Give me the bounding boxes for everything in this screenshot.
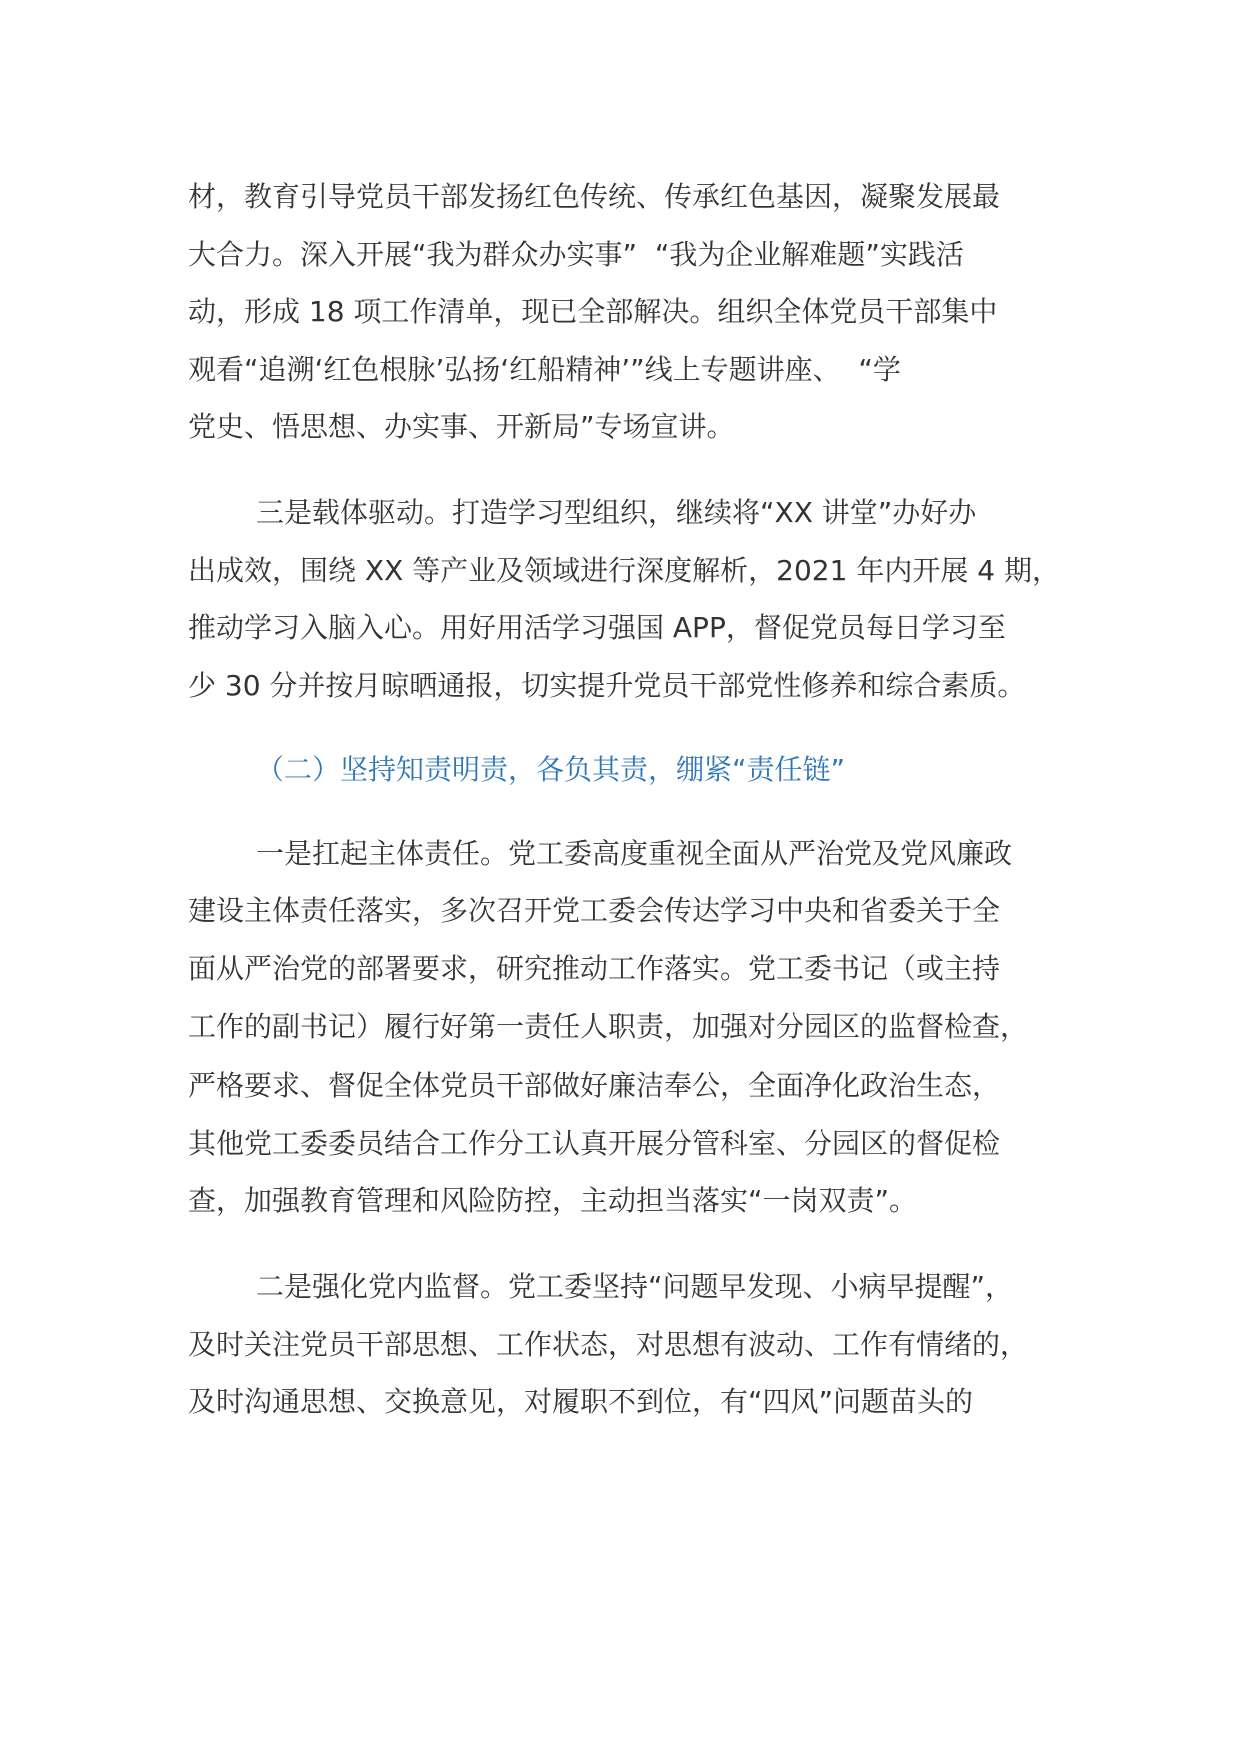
- paragraph-first-line: 一是扛起主体责任。党工委高度重视全面从严治党及党风廉政: [256, 837, 1013, 870]
- paragraph-line: 党史、悟思想、办实事、开新局”专场宣讲。: [188, 410, 735, 443]
- paragraph-first-line: 二是强化党内监督。党工委坚持“问题早发现、小病早提醒”，: [256, 1270, 1014, 1303]
- paragraph-line: 查，加强教育管理和风险防控，主动担当落实“一岗双责”。: [188, 1184, 918, 1217]
- paragraph-line: 推动学习入脑入心。用好用活学习强国 APP，督促党员每日学习至: [188, 611, 1006, 644]
- paragraph-line: 面从严治党的部署要求，研究推动工作落实。党工委书记（或主持: [188, 952, 1001, 985]
- paragraph-line: 少 30 分并按月晾晒通报，切实提升党员干部党性修养和综合素质。: [188, 669, 1026, 702]
- section-heading: （二）坚持知责明责，各负其责，绷紧“责任链”: [256, 753, 846, 786]
- paragraph-line: 工作的副书记）履行好第一责任人职责，加强对分园区的监督检查，: [188, 1010, 1029, 1043]
- paragraph-line: 其他党工委委员结合工作分工认真开展分管科室、分园区的督促检: [188, 1127, 1001, 1160]
- paragraph-line: 严格要求、督促全体党员干部做好廉洁奉公，全面净化政治生态，: [188, 1069, 1001, 1102]
- paragraph-line: 大合力。深入开展“我为群众办实事” “我为企业解难题”实践活: [188, 238, 964, 271]
- paragraph-line: 动，形成 18 项工作清单，现已全部解决。组织全体党员干部集中: [188, 295, 998, 328]
- paragraph-first-line: 三是载体驱动。打造学习型组织，继续将“XX 讲堂”办好办: [256, 496, 977, 529]
- paragraph-line: 及时沟通思想、交换意见，对履职不到位，有“四风”问题苗头的: [188, 1385, 974, 1418]
- paragraph-line: 建设主体责任落实，多次召开党工委会传达学习中央和省委关于全: [188, 894, 1001, 927]
- paragraph-line: 及时关注党员干部思想、工作状态，对思想有波动、工作有情绪的，: [188, 1328, 1029, 1361]
- paragraph-line: 观看“追溯‘红色根脉’弘扬‘红船精神’”线上专题讲座、 “学: [188, 353, 901, 386]
- paragraph-line: 出成效，围绕 XX 等产业及领域进行深度解析，2021 年内开展 4 期，: [188, 554, 1060, 587]
- paragraph-line: 材，教育引导党员干部发扬红色传统、传承红色基因，凝聚发展最: [188, 180, 1001, 213]
